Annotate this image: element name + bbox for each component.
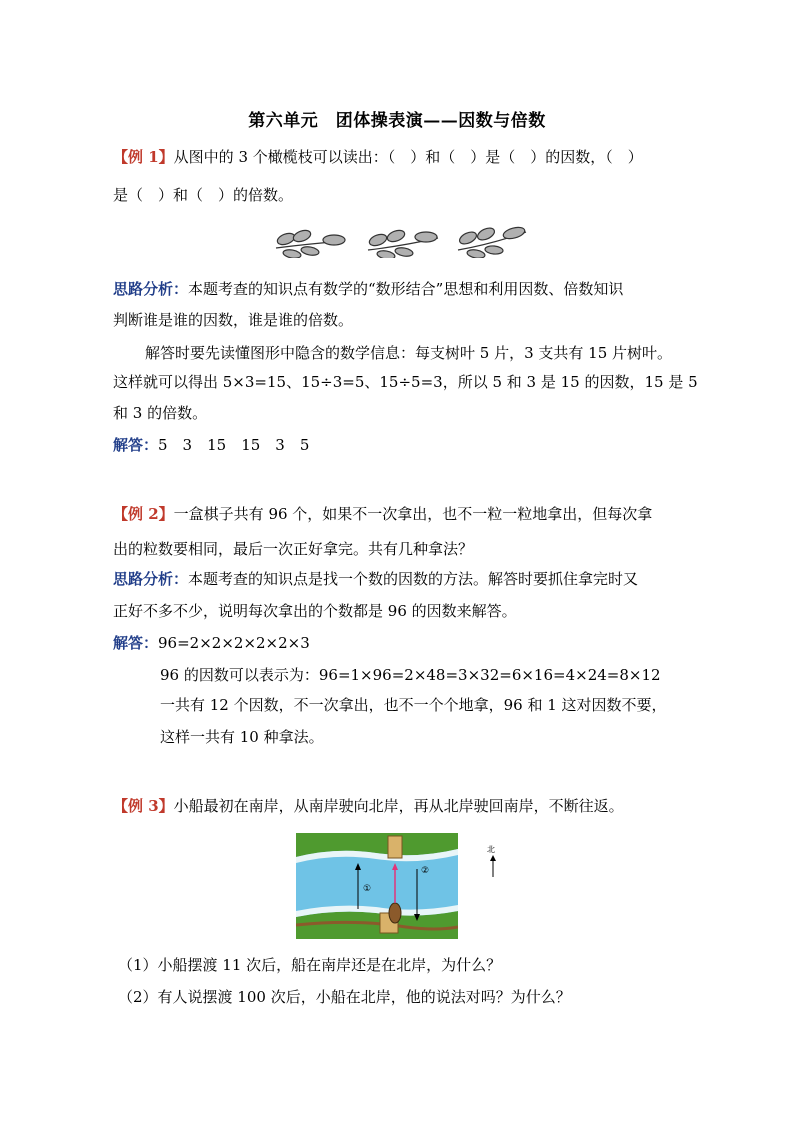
ex3-line1-text: 小船最初在南岸，从南岸驶向北岸，再从北岸驶回南岸，不断往返。 (173, 797, 624, 815)
ex1-tag: 【例 1】 (113, 148, 174, 166)
ex2-answer-text1: 96=2×2×2×2×2×3 (158, 634, 310, 652)
ex1-question-line2: 是（ ）和（ ）的倍数。 (113, 186, 294, 204)
ex2-answer-line1 (113, 632, 310, 654)
ex2-tag: 【例 2】 (113, 505, 174, 523)
ex1-analysis-text: 本题考查的知识点有数学的“数形结合”思想和利用因数、倍数知识 (188, 280, 624, 298)
ex2-analysis-line2: 正好不多不少，说明每次拿出的个数都是 96 的因数来解答。 (113, 602, 517, 620)
north-indicator (484, 843, 502, 879)
olive-branches-figure (272, 224, 532, 258)
ex1-explain-line3: 和 3 的倍数。 (113, 404, 208, 422)
north-pier (388, 836, 402, 858)
ex1-line1-text: 从图中的 3 个橄榄枝可以读出：（ ）和（ ）是（ ）的因数，（ ） (173, 148, 643, 166)
ex1-explain-line1: 解答时要先读懂图形中隐含的数学信息：每支树叶 5 片，3 支共有 15 片树叶。 (145, 344, 673, 362)
ex1-analysis-line2: 判断谁是谁的因数，谁是谁的倍数。 (113, 311, 354, 329)
olive-branch-2 (368, 228, 438, 258)
ex1-answer-line (113, 434, 309, 456)
ex1-answer-text: 5 3 15 15 3 5 (158, 436, 310, 454)
ex2-question-line2: 出的粒数要相同，最后一次正好拿完。共有几种拿法？ (113, 540, 474, 558)
page-title: 第六单元 团体操表演——因数与倍数 (248, 111, 546, 131)
ex3-tag: 【例 3】 (113, 797, 174, 815)
arrow-2-label: ② (421, 866, 430, 876)
ex1-explain-line2: 这样就可以得出 5×3=15、15÷3=5、15÷5=3，所以 5 和 3 是 15 的因数，15 是 5 (113, 373, 698, 391)
north-label: 北 (487, 845, 495, 854)
ex3-subquestion-1: （1）小船摆渡 11 次后，船在南岸还是在北岸，为什么？ (118, 956, 502, 974)
ex2-question-line1 (113, 503, 652, 525)
olive-branch-3 (458, 225, 526, 258)
ex1-analysis-line1 (113, 278, 623, 300)
ex1-answer-label: 解答： (113, 436, 159, 454)
ex2-analysis-text: 本题考查的知识点是找一个数的因数的方法。解答时要抓住拿完时又 (188, 570, 639, 588)
ex2-analysis-line1 (113, 568, 638, 590)
ex3-subquestion-2: （2）有人说摆渡 100 次后，小船在北岸，他的说法对吗？为什么？ (118, 988, 571, 1006)
boat (389, 903, 401, 923)
ex2-line1-text: 一盒棋子共有 96 个，如果不一次拿出，也不一粒一粒地拿出，但每次拿 (173, 505, 653, 523)
ex2-answer-line2: 96 的因数可以表示为：96=1×96=2×48=3×32=6×16=4×24=8×12 (160, 666, 661, 684)
ex2-answer-line3: 一共有 12 个因数，不一次拿出，也不一个个地拿，96 和 1 这对因数不要， (160, 696, 667, 714)
ex2-analysis-label: 思路分析： (113, 570, 189, 588)
olive-branch-1 (276, 228, 345, 258)
ex3-question-line (113, 795, 624, 817)
ex2-answer-line4: 这样一共有 10 种拿法。 (160, 728, 324, 746)
river-ferry-figure (296, 833, 458, 939)
arrow-1-label: ① (363, 884, 372, 894)
ex2-answer-label: 解答： (113, 634, 159, 652)
ex1-question-line1 (113, 146, 643, 168)
ex1-analysis-label: 思路分析： (113, 280, 189, 298)
